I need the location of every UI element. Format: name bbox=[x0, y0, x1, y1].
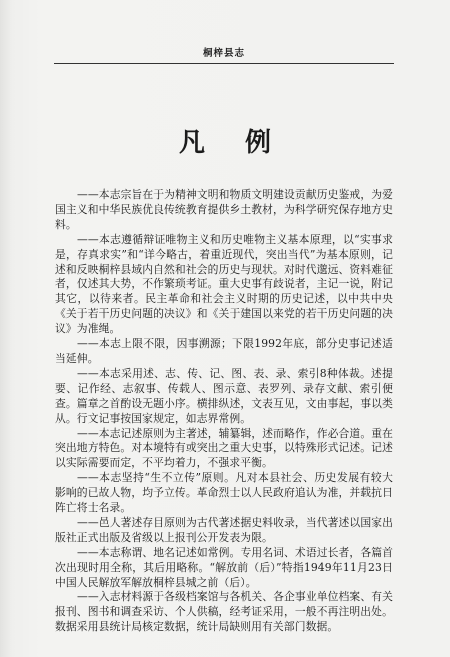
paragraph-time-range: ——本志上限不限，因事溯源；下限1992年底，部分史事记述适当延伸。 bbox=[55, 337, 393, 365]
body-text bbox=[55, 188, 393, 635]
paragraph-biographies: ——本志坚持“生不立传”原则。凡对本县社会、历史发展有较大影响的已故人物，均予立传。革命烈士以人民政府追认为准，并载抗日阵亡将士名录。 bbox=[55, 471, 393, 515]
paragraph-principles: ——本志遵循辩证唯物主义和历史唯物主义基本原理，以“实事求是，存真求实”和“详今略古，着重近现代，突出当代”为基本原则，记述和反映桐梓县域内自然和社会的历史与现状。对时代邈远、资料难征者，仅述其大势，不作繁琐考证。重大史事有歧说者，主记一说，附记其它，以待来者。民主革命和社会主义时期的历史记述，以中共中央《关于若干历史问题的决议》和《关于建国以来党的若干历史问题的决议》为准绳。 bbox=[55, 232, 393, 336]
paragraph-genres: ——本志采用述、志、传、记、图、表、录、索引8种体裁。述提要、记作经、志叙事、传载人、图示意、表罗列、录存文献、索引便查。篇章之首酌设无题小序。横排纵述，文表互见，文由事起，事以类从。行文记事按国家规定，如志界常例。 bbox=[55, 366, 393, 425]
paragraph-purpose: ——本志宗旨在于为精神文明和物质文明建设贡献历史鉴戒，为爱国主义和中华民族优良传统教育提供乡土教材，为科学研究保存地方史料。 bbox=[55, 188, 394, 231]
running-header bbox=[54, 39, 394, 64]
paragraph-writing-rules: ——本志记述原则为主著述，辅纂辑，述而略作，作必合道。重在突出地方特色。对本境特有或突出之重大史事，以特殊形式记述。记述以实际需要而定，不平均着力，不强求平衡。 bbox=[55, 426, 394, 470]
paragraph-sources: ——入志材料源于各级档案馆与各机关、各企事业单位档案、有关报刊、图书和调查采访、个人供稿，经考证采用，一般不再注明出处。数据采用县统计局核定数据，统计局缺则用有关部门数据。 bbox=[55, 590, 394, 634]
paragraph-bibliography: ——邑人著述存目原则为古代著述据史料收录，当代著述以国家出版社正式出版及省级以上报刊公开发表为限。 bbox=[55, 515, 394, 544]
paragraph-terminology: ——本志称谓、地名记述如常例。专用名词、术语过长者，各篇首次出现时用全称，其后用略称。“解放前（后）”特指1949年11月23日中国人民解放军解放桐梓县城之前（后）。 bbox=[55, 545, 394, 589]
page-title: 凡例 bbox=[178, 128, 311, 158]
header-title: 桐梓县志 bbox=[202, 48, 245, 59]
